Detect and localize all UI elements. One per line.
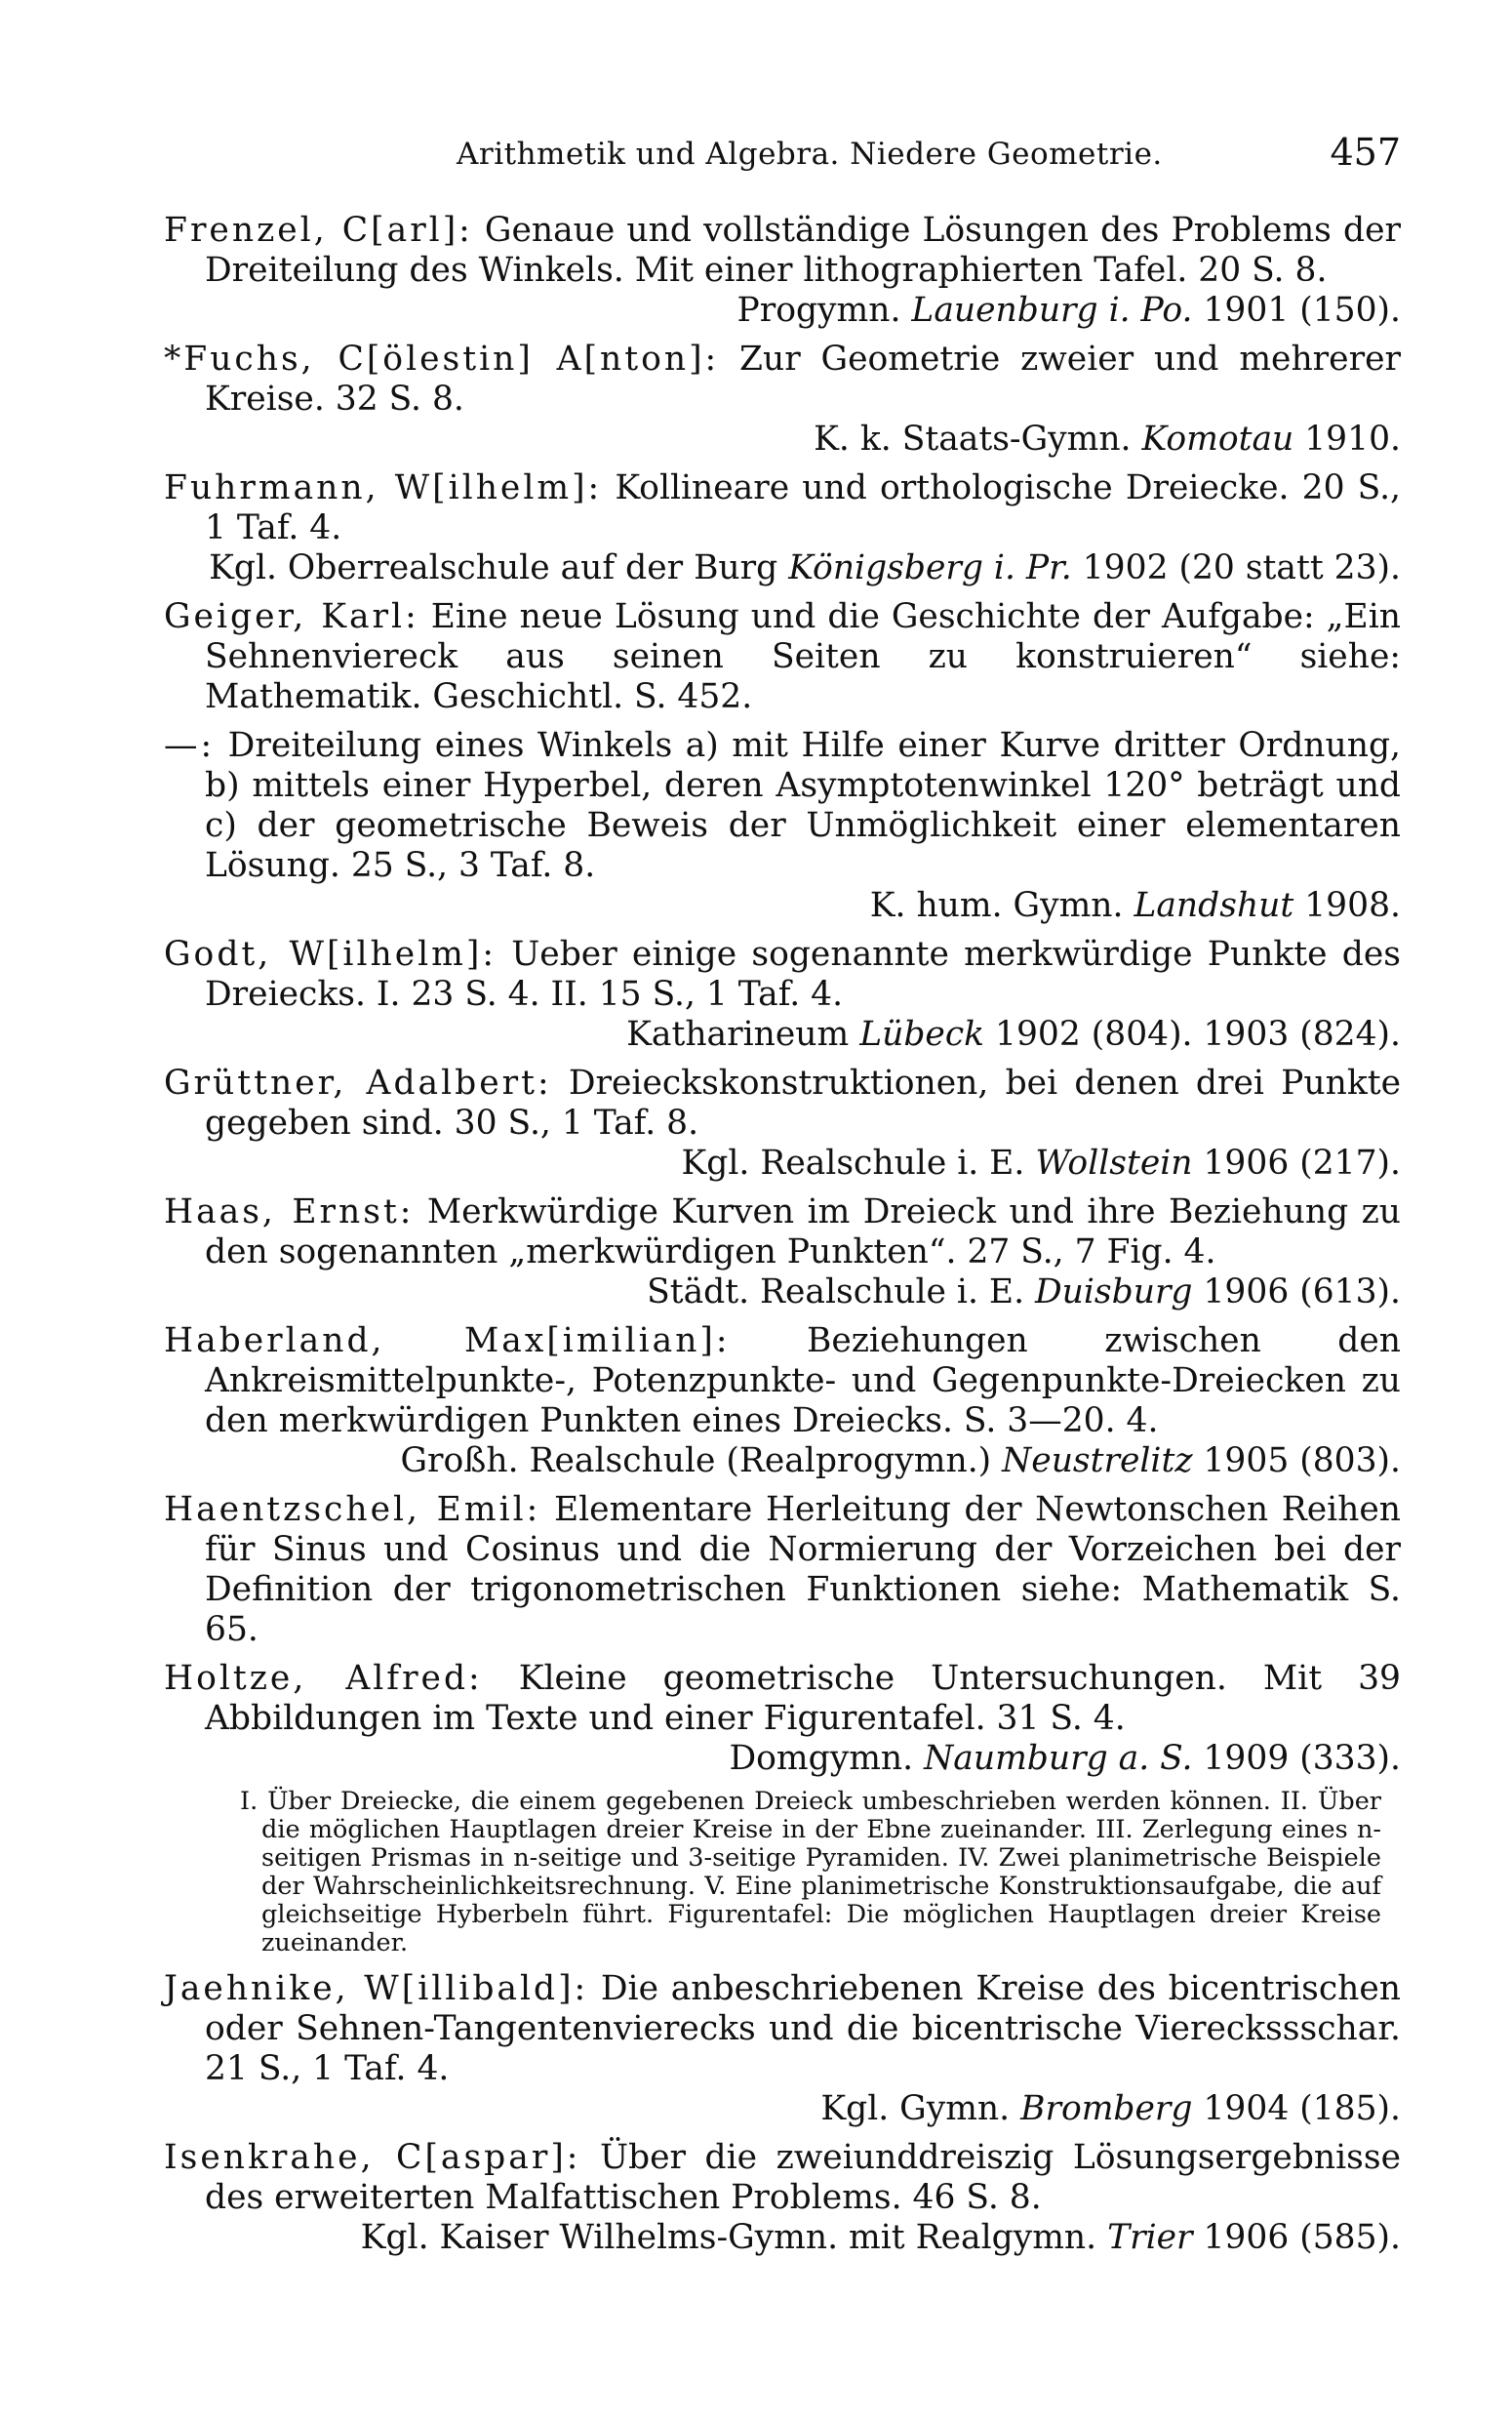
entry-school: Großh. Realschule (Realprogymn.) (400, 1441, 992, 1480)
entry-reference (205, 420, 1401, 460)
page-number: 457 (1330, 131, 1401, 174)
entry-place: Landshut (1134, 886, 1294, 925)
entry-author: Haberland, Max[imilian]: (164, 1321, 731, 1360)
entry-reference (205, 886, 1401, 926)
entry-author: Frenzel, C[arl]: (164, 211, 473, 250)
entry-title: Ueber einige sogenannte merkwürdige Punkte des Dreiecks. I. 23 S. 4. II. 15 S., 1 Taf. 4. (205, 935, 1402, 1014)
entry-place: Lauenburg i. Po. (911, 291, 1193, 330)
entry-reference (205, 2089, 1401, 2129)
bibliography-entry (164, 1064, 1401, 1184)
entry-school: Kgl. Gymn. (820, 2089, 1011, 2128)
entry-year: 1901 (150). (1203, 291, 1401, 330)
entry-year: 1909 (333). (1203, 1739, 1401, 1778)
entry-reference (205, 1441, 1401, 1481)
entry-author: —: (164, 726, 216, 765)
entry-place: Lübeck (859, 1015, 985, 1054)
entry-title: Kleine geometrische Untersuchungen. Mit 39 Abbildungen im Texte und einer Figurentafel. 31 S. 4. (205, 1659, 1401, 1738)
bibliography-entry (164, 1659, 1401, 1779)
entry-school: Progymn. (736, 291, 901, 330)
entry-place: Bromberg (1020, 2089, 1193, 2128)
entry-reference (205, 2218, 1401, 2258)
entry-school: Städt. Realschule i. E. (647, 1272, 1025, 1311)
entry-school: K. k. Staats-Gymn. (814, 420, 1132, 459)
entry-year: 1902 (804). 1903 (824). (995, 1015, 1401, 1054)
entry-year: 1906 (613). (1203, 1272, 1401, 1311)
entry-year: 1905 (803). (1203, 1441, 1401, 1480)
entry-title: Genaue und vollständige Lösungen des Problems der Dreiteilung des Winkels. Mit einer lithographierten Tafel. 20 S. 8. (205, 211, 1401, 290)
entry-title: Kollineare und orthologische Dreiecke. 20 S., 1 Taf. 4. (205, 468, 1402, 547)
page (164, 127, 1401, 2267)
entry-reference (205, 1739, 1401, 1779)
bibliography-entry (164, 1490, 1401, 1650)
bibliography-list (164, 211, 1401, 2258)
entry-year: 1910. (1304, 420, 1401, 459)
entry-school: Kgl. Oberrealschule auf der Burg (209, 548, 778, 587)
entry-place: Neustrelitz (1002, 1441, 1193, 1480)
entry-author: Geiger, Karl: (164, 597, 419, 636)
entry-title: Elementare Herleitung der Newtonschen Reihen für Sinus und Cosinus und die Normierung der Vorzeichen bei der Definition der trigonometrischen Funktionen siehe: Mathematik S. 65. (205, 1490, 1401, 1649)
entry-title: Die anbeschriebenen Kreise des bicentrischen oder Sehnen-Tangentenvierecks und die bicentrische Viereckssschar. 21 S., 1 Taf. 4. (205, 1969, 1401, 2088)
entry-author: Haentzschel, Emil: (164, 1490, 541, 1529)
entry-note: I. Über Dreiecke, die einem gegebenen Dreieck umbeschrieben werden können. II. Über die möglichen Hauptlagen dreier Kreise in der Ebne zueinander. III. Zerlegung eines n-seitigen Prismas in n-seitige und 3-seitige Pyramiden. IV. Zwei planimetrische Beispiele der Wahrscheinlichkeitsrechnung. V. Eine planimetrische Konstruktionsaufgabe, die auf gleichseitige Hyberbeln führt. Figurentafel: Die möglichen Hauptlagen dreier Kreise zueinander. (240, 1787, 1381, 1957)
entry-author: Grüttner, Adalbert: (164, 1064, 552, 1103)
entry-title: Über die zweiunddreiszig Lösungsergebnisse des erweiterten Malfattischen Problems. 46 S. 8. (205, 2138, 1402, 2217)
bibliography-entry (164, 1192, 1401, 1312)
entry-title: Zur Geometrie zweier und mehrerer Kreise. 32 S. 8. (205, 340, 1401, 419)
header-title: Arithmetik und Algebra. Niedere Geometrie. (457, 137, 1163, 172)
bibliography-entry (164, 1321, 1401, 1481)
entry-place: Königsberg i. Pr. (788, 548, 1072, 587)
bibliography-entry (164, 2138, 1401, 2258)
entry-reference (205, 1272, 1401, 1312)
entry-school: Katharineum (626, 1015, 850, 1054)
bibliography-entry (164, 211, 1401, 331)
bibliography-entry (164, 340, 1401, 460)
bibliography-entry (164, 726, 1401, 926)
entry-author: Jaehnike, W[illibald]: (164, 1969, 589, 2008)
entry-school: K. hum. Gymn. (869, 886, 1124, 925)
entry-place: Duisburg (1035, 1272, 1193, 1311)
entry-year: 1904 (185). (1203, 2089, 1401, 2128)
running-header (164, 127, 1401, 189)
bibliography-entry (164, 1969, 1401, 2129)
bibliography-entry (164, 597, 1401, 717)
entry-author: Holtze, Alfred: (164, 1659, 483, 1698)
entry-title: Dreiteilung eines Winkels a) mit Hilfe einer Kurve dritter Ordnung, b) mittels einer Hyperbel, deren Asymptotenwinkel 120° beträgt und c) der geometrische Beweis der Unmöglichkeit einer elementaren Lösung. 25 S., 3 Taf. 8. (205, 726, 1401, 885)
entry-title: Eine neue Lösung und die Geschichte der Aufgabe: „Ein Sehnenviereck aus seinen Seiten zu konstruieren“ siehe: Mathematik. Geschichtl. S. 452. (205, 597, 1401, 716)
entry-year: 1908. (1304, 886, 1401, 925)
entry-author: *Fuchs, C[ölestin] A[nton]: (164, 340, 720, 379)
entry-reference (205, 548, 1401, 588)
bibliography-entry (164, 468, 1401, 588)
bibliography-entry (164, 935, 1401, 1055)
entry-title: Beziehungen zwischen den Ankreismittelpunkte-, Potenzpunkte- und Gegenpunkte-Dreiecken zu den merkwürdigen Punkten eines Dreiecks. S. 3—20. 4. (205, 1321, 1401, 1440)
entry-place: Trier (1107, 2218, 1193, 2257)
entry-school: Domgymn. (729, 1739, 914, 1778)
entry-title: Merkwürdige Kurven im Dreieck und ihre Beziehung zu den sogenannten „merkwürdigen Punkten“. 27 S., 7 Fig. 4. (205, 1192, 1401, 1271)
entry-place: Wollstein (1035, 1144, 1193, 1183)
entry-reference (205, 291, 1401, 331)
entry-reference (205, 1144, 1401, 1184)
entry-title: Dreieckskonstruktionen, bei denen drei Punkte gegeben sind. 30 S., 1 Taf. 8. (205, 1064, 1402, 1143)
entry-reference (205, 1015, 1401, 1055)
entry-author: Godt, W[ilhelm]: (164, 935, 497, 974)
entry-school: Kgl. Kaiser Wilhelms-Gymn. mit Realgymn. (360, 2218, 1097, 2257)
entry-year: 1906 (217). (1203, 1144, 1401, 1183)
entry-year: 1906 (585). (1203, 2218, 1401, 2257)
entry-school: Kgl. Realschule i. E. (681, 1144, 1025, 1183)
entry-year: 1902 (20 statt 23). (1082, 548, 1401, 587)
entry-author: Fuhrmann, W[ilhelm]: (164, 468, 603, 507)
entry-author: Haas, Ernst: (164, 1192, 415, 1231)
entry-author: Isenkrahe, C[aspar]: (164, 2138, 581, 2177)
entry-place: Komotau (1141, 420, 1294, 459)
entry-place: Naumburg a. S. (924, 1739, 1193, 1778)
